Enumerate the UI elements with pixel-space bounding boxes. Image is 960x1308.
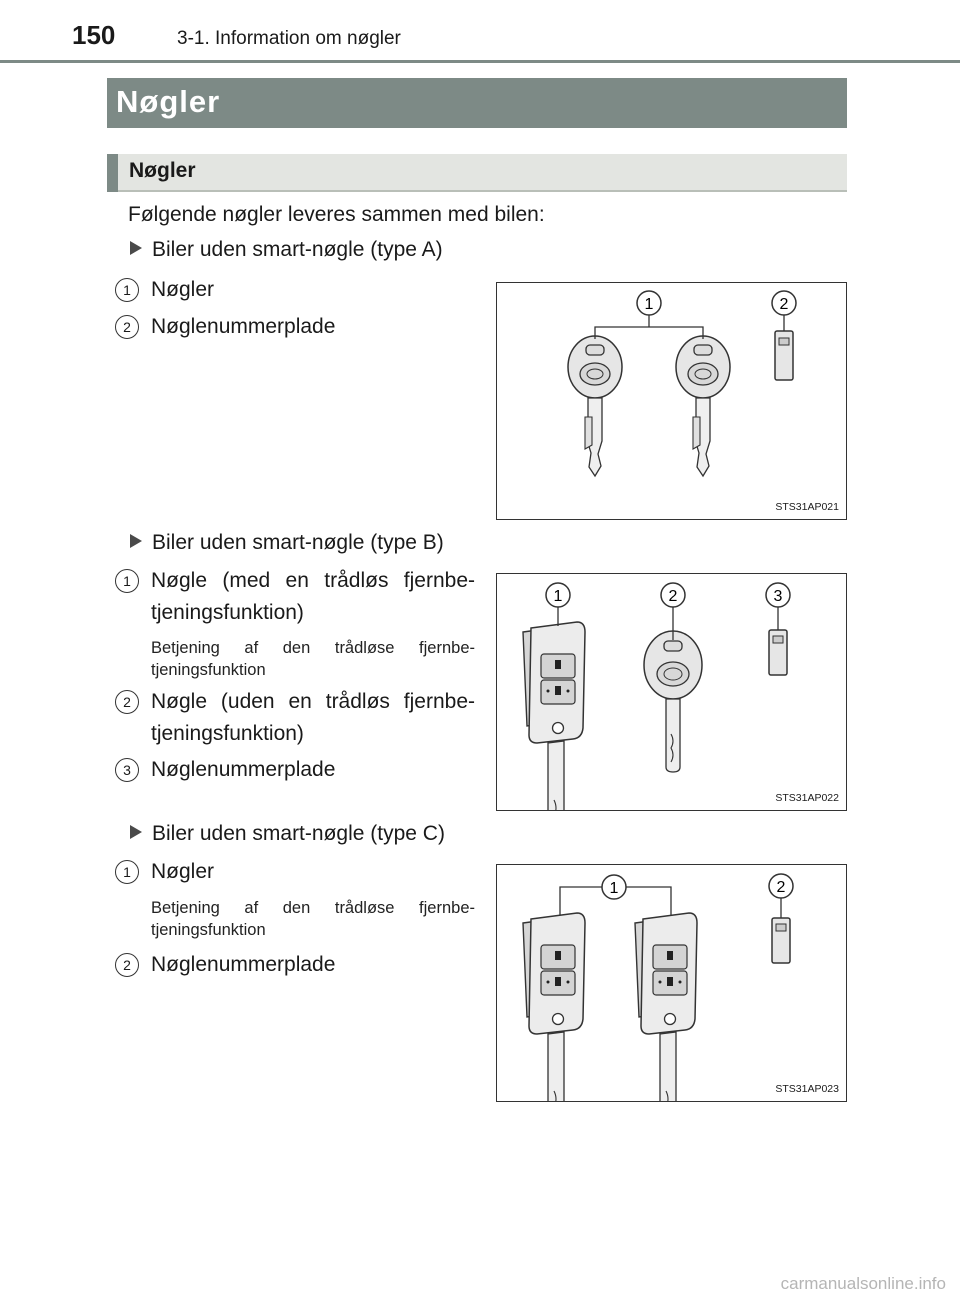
figure-callout: 2 bbox=[668, 588, 678, 605]
triangle-bullet-icon bbox=[130, 241, 142, 255]
key-illustration-type-b bbox=[497, 574, 846, 810]
subsection-title: Nøgler bbox=[129, 159, 196, 182]
figure-callout: 2 bbox=[779, 296, 789, 313]
figure-callout: 1 bbox=[644, 296, 654, 313]
subsection-bar bbox=[107, 154, 847, 192]
figure-callout: 2 bbox=[776, 879, 786, 896]
item-number-badge: 2 bbox=[115, 315, 139, 339]
figure-callout: 1 bbox=[553, 588, 563, 605]
group-c-heading-label: Biler uden smart-nøgle (type C) bbox=[152, 822, 445, 845]
figure-callout: 1 bbox=[609, 880, 619, 897]
item-number-badge: 1 bbox=[115, 860, 139, 884]
group-b-heading-label: Biler uden smart-nøgle (type B) bbox=[152, 531, 444, 554]
group-b-item-1: Nøgle (med en trådløs fjernbe-tjeningsfunktion) bbox=[151, 569, 475, 624]
figure-keys-type-a bbox=[496, 282, 847, 520]
watermark: carmanualsonline.info bbox=[780, 1274, 946, 1293]
figure-code: STS31AP023 bbox=[775, 1083, 839, 1095]
group-c-heading bbox=[130, 822, 445, 846]
figure-keys-type-b bbox=[496, 573, 847, 811]
group-b-item-3: Nøglenummerplade bbox=[151, 758, 336, 781]
subsection-accent bbox=[107, 154, 118, 192]
figure-code: STS31AP021 bbox=[775, 501, 839, 513]
group-a-heading bbox=[130, 238, 443, 262]
header-rule bbox=[0, 60, 960, 63]
section-title: Nøgler bbox=[116, 84, 221, 119]
group-b-heading bbox=[130, 531, 444, 555]
page-number: 150 bbox=[72, 20, 116, 50]
key-illustration-type-a bbox=[497, 283, 846, 519]
key-illustration-type-c bbox=[497, 865, 846, 1101]
group-a-item-1: Nøgler bbox=[151, 278, 215, 301]
group-c-item-1: Nøgler bbox=[151, 860, 215, 883]
group-c-item-1-note: Betjening af den trådløse fjernbe-tjeningsfunktion bbox=[151, 899, 475, 939]
group-b-item-2: Nøgle (uden en trådløs fjernbe-tjeningsfunktion) bbox=[151, 690, 475, 745]
group-c-item-2: Nøglenummerplade bbox=[151, 953, 336, 976]
chapter-title: 3-1. Information om nøgler bbox=[177, 28, 401, 49]
item-number-badge: 3 bbox=[115, 758, 139, 782]
item-number-badge: 1 bbox=[115, 278, 139, 302]
triangle-bullet-icon bbox=[130, 825, 142, 839]
item-number-badge: 2 bbox=[115, 690, 139, 714]
group-a-item-2: Nøglenummerplade bbox=[151, 315, 336, 338]
intro-text: Følgende nøgler leveres sammen med bilen: bbox=[128, 203, 545, 226]
figure-keys-type-c bbox=[496, 864, 847, 1102]
group-a-heading-label: Biler uden smart-nøgle (type A) bbox=[152, 238, 443, 261]
figure-code: STS31AP022 bbox=[775, 792, 839, 804]
item-number-badge: 2 bbox=[115, 953, 139, 977]
triangle-bullet-icon bbox=[130, 534, 142, 548]
group-b-item-1-note: Betjening af den trådløse fjernbe-tjeningsfunktion bbox=[151, 639, 475, 679]
figure-callout: 3 bbox=[773, 588, 783, 605]
item-number-badge: 1 bbox=[115, 569, 139, 593]
